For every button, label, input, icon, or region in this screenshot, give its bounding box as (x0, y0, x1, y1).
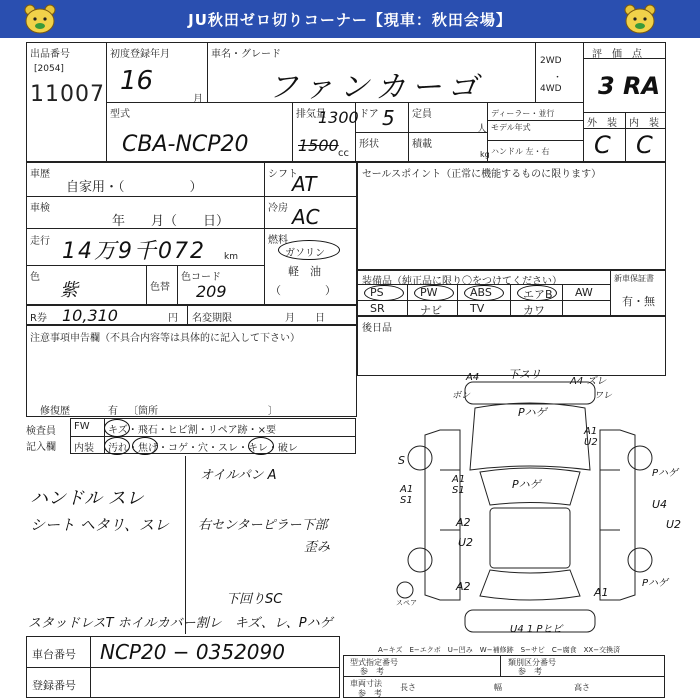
diag-paint-low: Pハゲ (642, 578, 669, 589)
drive-2wd: 2WD (540, 56, 562, 66)
capacity-label: 定員 (412, 109, 432, 120)
load-label: 積載 (412, 139, 432, 150)
drive-4wd: 4WD (540, 84, 562, 94)
fuel-gasoline: ガソリン (285, 248, 325, 259)
ac-label: 冷房 (268, 203, 288, 214)
yen-label: 円 (168, 313, 178, 324)
fuel-gasoline-circle (278, 240, 340, 260)
fuel-diesel: 軽 油 (288, 265, 321, 278)
equipment-item: TV (470, 302, 485, 315)
remark-distortion: 歪み (304, 540, 331, 555)
km-label: km (224, 252, 238, 262)
remark-bottom: スタッドレスT ホイルカバー割レ キズ、レ、Pハゲ (28, 616, 333, 631)
inspector-label: 検査員 (26, 426, 56, 437)
remark-seat: シート ヘタリ、スレ (30, 516, 170, 534)
model-year-label: モデル年式 (491, 123, 531, 132)
interior-check-items: 汚れ・焦げ・コゲ・穴・スレ・キレ・破レ (108, 443, 298, 454)
warranty-label: 新車保証書 (614, 274, 654, 283)
diag-a1-low: A1 (594, 586, 609, 599)
diag-a2-low: A2 (456, 580, 471, 593)
type-designation-label: 型式指定番号 (350, 658, 398, 667)
equipment-item: ABS (470, 286, 492, 299)
sales-point-label: セールスポイント（正常に機能するものに限ります） (362, 169, 602, 180)
shift-label: シフト (268, 169, 298, 180)
lot-number-label: 出品番号 (30, 49, 70, 60)
displacement-label: 排気量 (296, 109, 326, 120)
ac-value: AC (292, 205, 320, 229)
inspection-value: 年 月（ 日） (112, 214, 230, 229)
remark-center-pillar: 右センターピラー下部 (198, 518, 328, 533)
diag-spare: スペア (396, 599, 417, 607)
fw-label: FW (74, 421, 90, 432)
mileage-value: 14万9千072 (62, 239, 206, 264)
width-label: 幅 (494, 683, 502, 692)
diag-a1-s1-left: A1 S1 (400, 484, 414, 506)
diag-a4-left: A4 (466, 372, 480, 383)
dealer-label: ディーラー・並行 (491, 109, 555, 118)
diag-hood: ボン (452, 391, 471, 401)
repair-place: 〔箇所 〕 (128, 406, 278, 417)
warranty-value: 有・無 (622, 295, 655, 308)
diag-crack: ワレ (594, 391, 613, 401)
remark-handle: ハンドル スレ (30, 488, 144, 509)
first-registration-label: 初度登録年月 (110, 49, 170, 60)
cc-label: cc (338, 148, 349, 159)
chassis-label: 車台番号 (32, 648, 76, 661)
interior-check-label: 内装 (74, 443, 94, 454)
displacement-value: 1300 (318, 108, 359, 127)
remark-underbody: 下回りSC (226, 592, 283, 607)
diag-u4: U4 (652, 498, 668, 511)
registration-label: 登録番号 (32, 679, 76, 692)
equipment-circle (517, 285, 557, 301)
color-label: 色 (30, 272, 40, 283)
door-label: ドア (359, 109, 379, 120)
equipment-circle (364, 285, 404, 301)
name-change-label: 名変期限 (192, 313, 232, 324)
interior-grade: C (636, 131, 653, 159)
equipment-item: ナビ (420, 304, 442, 317)
color-change-label: 色替 (150, 282, 170, 293)
equipment-item: AW (575, 286, 593, 299)
recycle-value: 10,310 (62, 306, 118, 325)
shift-value: AT (292, 172, 317, 196)
first-registration-value: 16 (120, 66, 154, 96)
color-value: 紫 (60, 280, 78, 301)
mileage-label: 走行 (30, 236, 50, 247)
equipment-circle (414, 285, 454, 301)
entry-label: 記入欄 (26, 442, 56, 453)
type-designation-ref: 参 考 (360, 667, 384, 676)
vehicle-size-ref: 参 考 (358, 689, 382, 698)
diag-u2-mid: U2 (458, 536, 474, 549)
equipment-item: SR (370, 302, 385, 315)
diag-a1-u2: A1 U2 (584, 426, 598, 448)
car-name-label: 車名・グレード (211, 49, 281, 60)
car-name-value: ファンカーゴ (268, 70, 484, 105)
drive-dot: ・ (553, 73, 563, 83)
shape-label: 形状 (359, 139, 379, 150)
score-label: 評 価 点 (592, 49, 642, 60)
notes-label: 注意事項申告欄（不具合内容等は具体的に記入して下さい） (30, 333, 300, 344)
fw-items: キズ・飛石・ヒビ割・リペア跡・×要 (108, 425, 276, 436)
fuel-label: 燃料 (268, 235, 288, 246)
repair-history-value: 有 (108, 406, 118, 417)
damage-legend: A−キズ E−エクボ U−凹み W−補修跡 S−サビ C−腐食 XX−交換済 (378, 646, 621, 654)
lot-number: 11007 (30, 82, 105, 107)
month-label: 月 (193, 94, 203, 105)
repair-history-label: 修復歴 (40, 406, 70, 417)
class-number-label: 類別区分番号 (508, 658, 556, 667)
diag-a1-s1-center: A1 S1 (452, 474, 466, 496)
diag-a4-right: A4 ズレ (570, 376, 607, 387)
diag-a2-mid: A2 (456, 516, 471, 529)
equipment-item: PS (370, 286, 384, 299)
equipment-item: エアB (523, 288, 553, 301)
diag-u4-bottom: U4 1 Pヒビ (510, 624, 563, 635)
page-title: JU秋田ゼロ切りコーナー【現車：秋田会場】 (188, 11, 512, 29)
model-value: CBA-NCP20 (122, 132, 249, 157)
class-number-ref: 参 考 (518, 667, 542, 676)
history-label: 車歴 (30, 169, 50, 180)
diag-top-scratch: 下スリ (508, 368, 541, 381)
length-label: 長さ (400, 683, 416, 692)
name-change-value: 月 日 (285, 313, 325, 324)
color-code-label: 色コード (181, 272, 221, 283)
diag-u2-right: U2 (666, 518, 682, 531)
diag-s-left: S (398, 454, 405, 467)
remark-oil-pan: オイルパン A (200, 468, 277, 483)
equipment-item: PW (420, 286, 438, 299)
vehicle-size-label: 車両寸法 (350, 679, 382, 688)
equipment-item: カワ (523, 304, 545, 317)
diag-paint-center: Pハゲ (512, 478, 541, 491)
history-value: 自家用・（ ） (66, 180, 203, 195)
inspection-label: 車検 (30, 203, 50, 214)
model-label: 型式 (110, 109, 130, 120)
persons-label: 人 (477, 124, 487, 135)
diag-paint-right: Pハゲ (652, 468, 679, 479)
chassis-value: NCP20 − 0352090 (100, 640, 285, 664)
handle-label: ハンドル 左・右 (491, 147, 550, 156)
equipment-label: 装備品（純正品に限り〇をつけてください） (362, 276, 562, 287)
height-label: 高さ (574, 683, 590, 692)
kg-label: kg (480, 150, 490, 159)
lot-code: [2054] (34, 64, 64, 74)
diag-paint-1: Pハゲ (518, 406, 547, 419)
door-value: 5 (382, 106, 395, 130)
exterior-label: 外 装 (587, 118, 617, 129)
score-value: 3 RA (598, 72, 661, 100)
color-code-value: 209 (196, 282, 227, 301)
exterior-grade: C (594, 131, 611, 159)
fuel-other: （ ） (270, 284, 336, 297)
interior-label: 内 装 (629, 118, 659, 129)
rear-items-label: 後日品 (362, 323, 392, 334)
equipment-circle (464, 285, 504, 301)
displacement-struck: 1500 (298, 136, 339, 155)
recycle-label: R券 (30, 313, 47, 324)
